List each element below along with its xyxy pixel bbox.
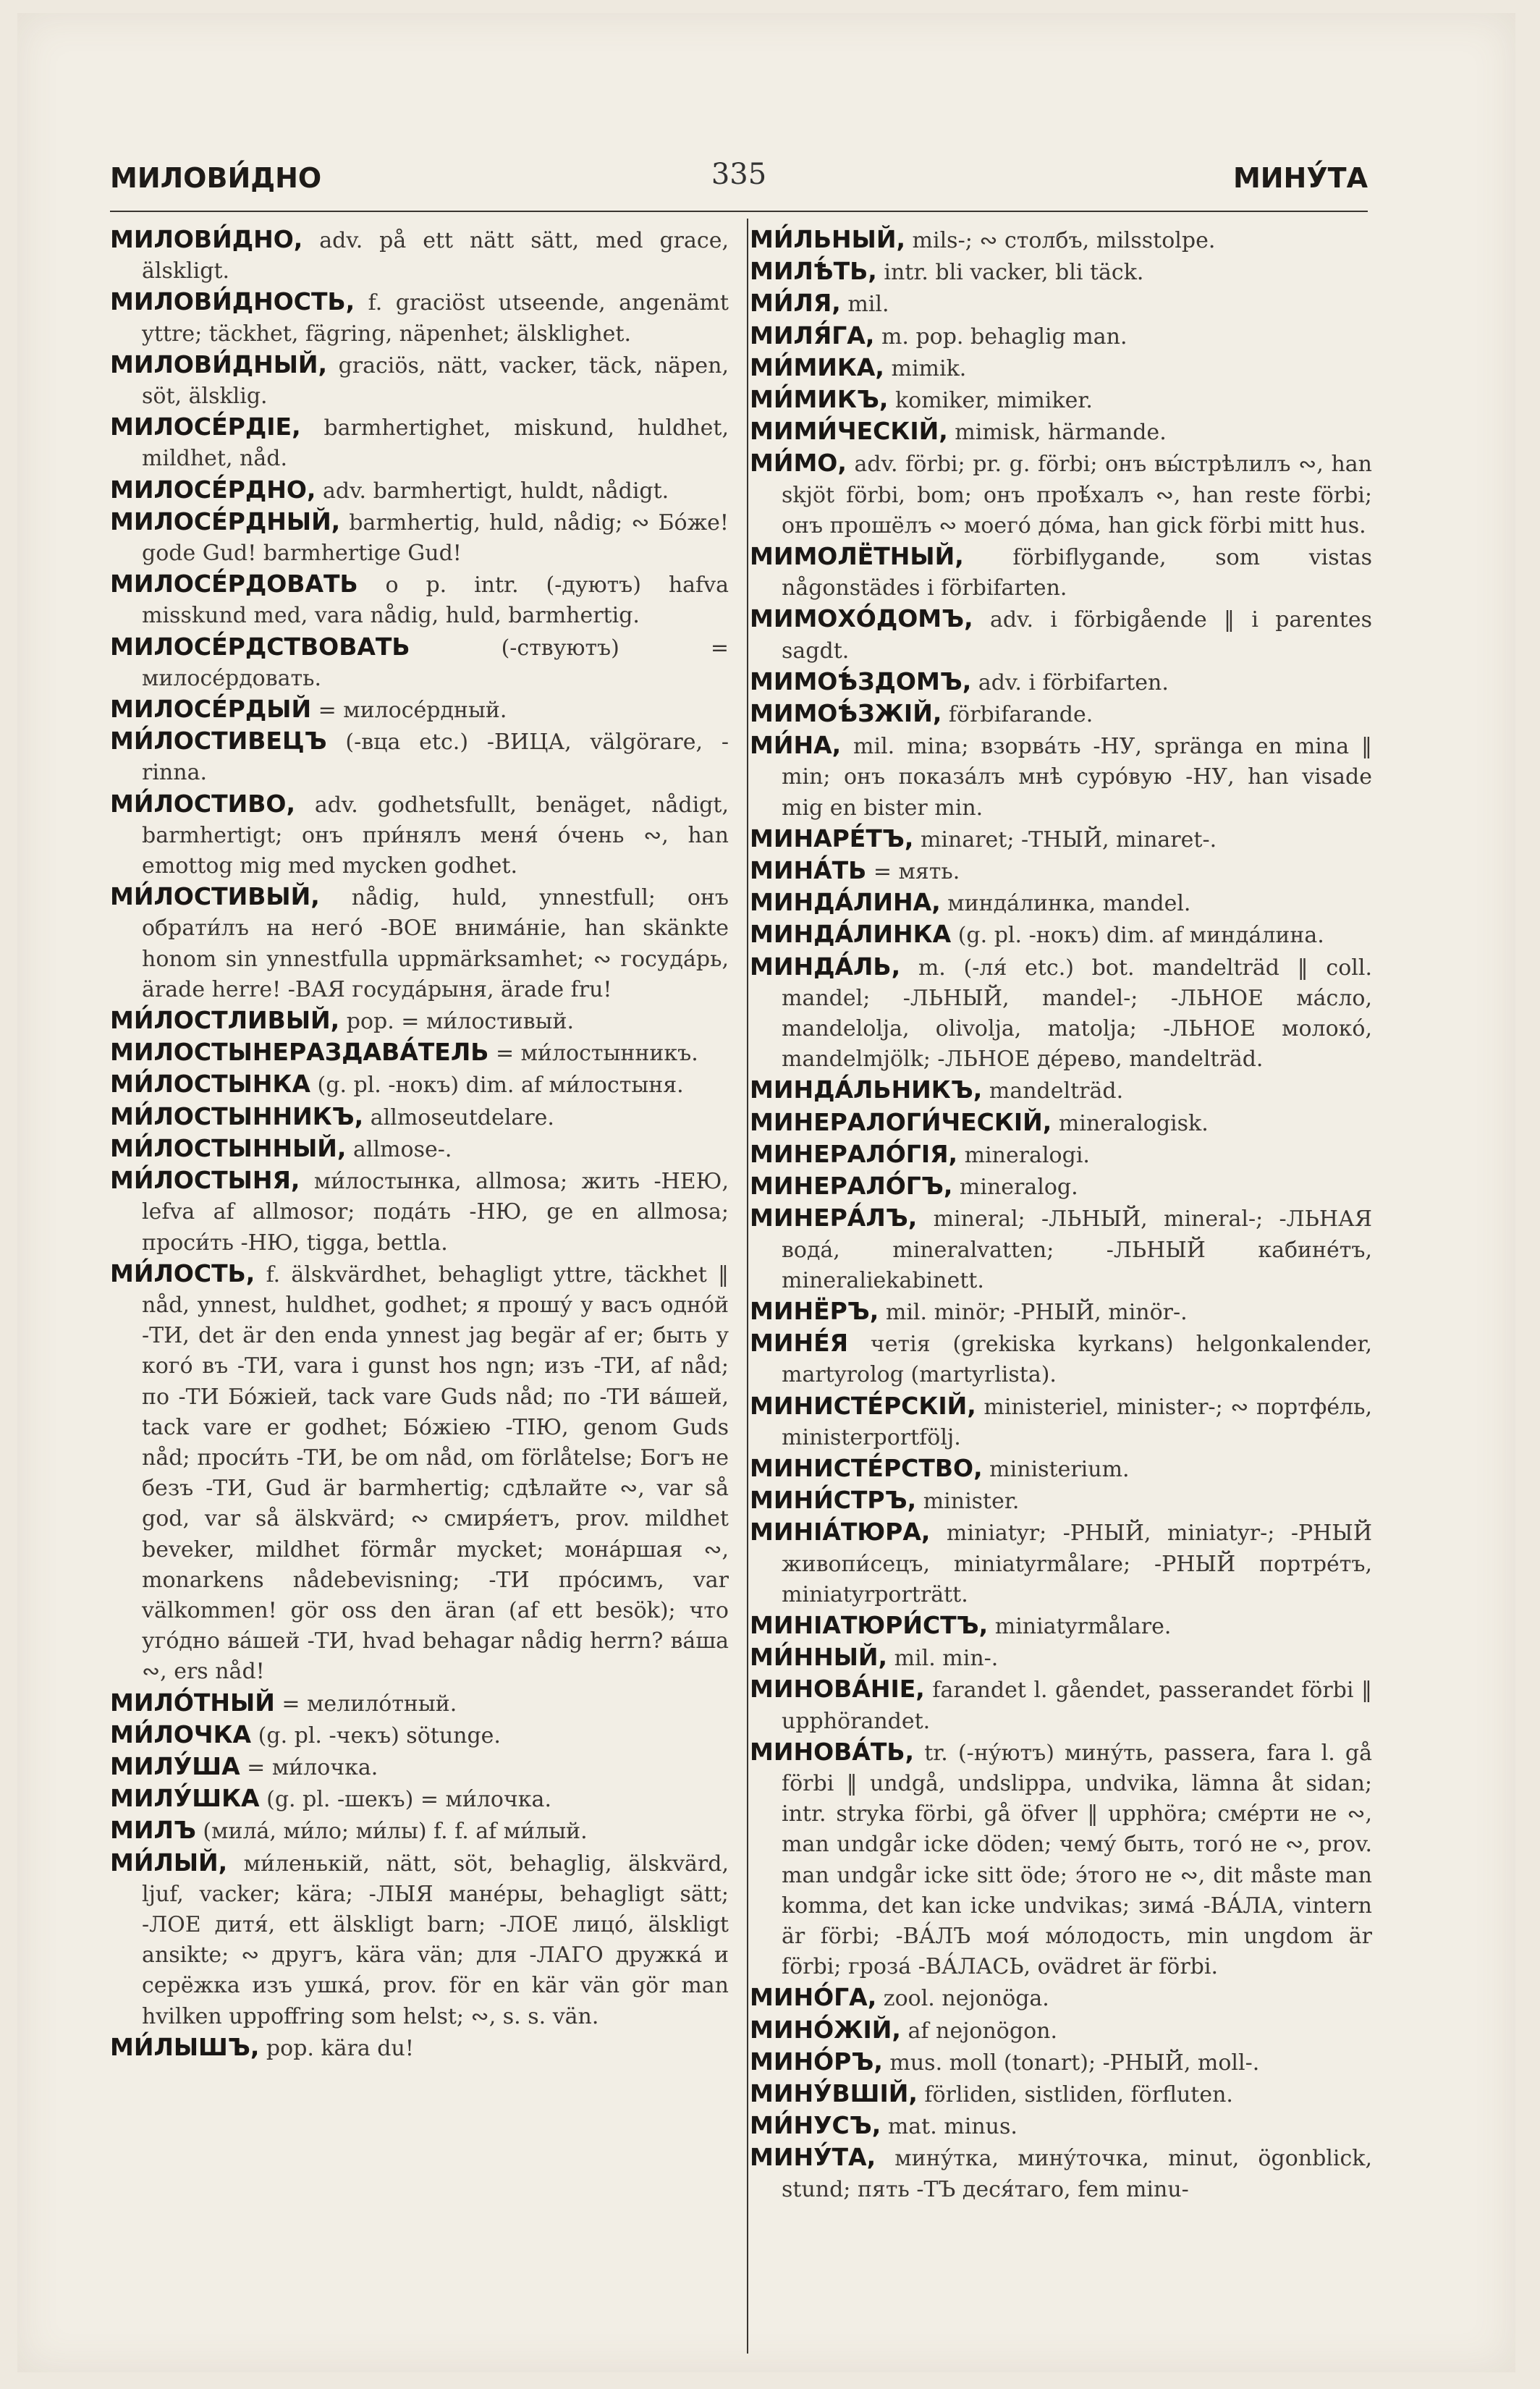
- entry-headword: МИНО́РЪ,: [750, 2047, 883, 2076]
- entry-definition: f. älskvärdhet, behagligt yttre, täckhet ‖ nåd, ynnest, huldhet, godhet; я прошу́ у васъ одно́й -ТИ, det är den enda ynnest jag begär af er; быть у кого́ въ -ТИ, vara i gunst hos ngn; изъ -ТИ, af nåd; по -ТИ Бо́жіей, tack vare Guds nåd; по -ТИ ва́шей, tack vare er godhet; Бо́жіею -ТІЮ, genom Guds nåd; проси́ть -ТИ, be om nåd, om förlåtelse; Богъ не безъ -ТИ, Gud är barmhertig; сдѣлайте ∾, var så god, var så älskvärd; ∾ смиря́етъ, prov. mildhet beveker, mildhet förmår mycket; мона́ршая ∾, monarkens nådebevisning; -ТИ про́симъ, var välkommen! gör oss den äran (af ett besök); что уго́дно ва́шей -ТИ, hvad behagar nådig herrn? ва́ша ∾, ers nåd!: [142, 1261, 729, 1685]
- entry-definition: (g. pl. -шекъ) = ми́лочка.: [266, 1787, 551, 1813]
- dictionary-entry: [110, 881, 729, 1005]
- entry-headword: МИЛО́ТНЫЙ: [110, 1688, 275, 1717]
- entry-definition: m. (-ля́ etc.) bot. mandelträd ‖ coll. mandel; -ЛЬНЫЙ, mandel-; -ЛЬНОЕ ма́сло, mandelolja, olivolja, matolja; -ЛЬНОЕ молоко́, mandelmjölk; -ЛЬНОЕ де́рево, mandelträd.: [782, 955, 1372, 1073]
- dictionary-entry: [110, 1259, 729, 1688]
- dictionary-entry: [110, 507, 729, 569]
- entry-definition: förliden, sistliden, förfluten.: [924, 2081, 1233, 2107]
- entry-headword: МИ́МИКЪ,: [750, 385, 889, 414]
- entry-headword: МИНДА́ЛИНА,: [750, 888, 941, 917]
- dictionary-entry: [750, 256, 1372, 288]
- entry-headword: МИЛОВИ́ДНЫЙ,: [110, 350, 328, 379]
- entry-headword: МИЛОВИ́ДНОСТЬ,: [110, 287, 355, 316]
- dictionary-entry: [750, 1642, 1372, 1674]
- dictionary-entry: [110, 569, 729, 631]
- dictionary-entry: [110, 1133, 729, 1165]
- entry-definition: adv. godhetsfullt, benäget, nådigt, barmhertigt; онъ при́нялъ меня́ о́чень ∾, han emottog mig med mycken godhet.: [142, 792, 729, 879]
- entry-headword: МИ́ЛОСТЫННЫЙ,: [110, 1133, 347, 1162]
- dictionary-entry: [750, 1453, 1372, 1485]
- entry-headword: МИНЕ́Я: [750, 1329, 849, 1358]
- dictionary-entry: [750, 698, 1372, 730]
- entry-definition: pop. kära du!: [266, 2035, 414, 2061]
- entry-definition: miniatyr; -РНЫЙ, miniatyr-; -РНЫЙ живопи́сецъ, miniatyrmålare; -РНЫЙ портре́тъ, miniatyrporträtt.: [782, 1521, 1372, 1607]
- dictionary-entry: [750, 352, 1372, 384]
- entry-headword: МИ́ННЫЙ,: [750, 1643, 888, 1672]
- entry-definition: pop. = ми́лостивый.: [346, 1009, 575, 1035]
- entry-definition: mandelträd.: [989, 1078, 1124, 1104]
- entry-definition: mineralog.: [959, 1175, 1078, 1201]
- entry-headword: МИНОВА́ТЬ,: [750, 1737, 915, 1766]
- dictionary-entry: [750, 1171, 1372, 1203]
- entry-headword: МИ́ЛЫЙ,: [110, 1848, 228, 1877]
- dictionary-entry: [750, 1485, 1372, 1517]
- page-number: 335: [711, 158, 767, 191]
- entry-headword: МИНУ́ВШІЙ,: [750, 2079, 918, 2107]
- entry-definition: mineral; -ЛЬНЫЙ, mineral-; -ЛЬНАЯ вода́, mineralvatten; -ЛЬНЫЙ кабине́тъ, mineraliekabinett.: [782, 1206, 1372, 1293]
- entry-headword: МИ́ЛОСТИВО,: [110, 789, 296, 818]
- dictionary-entry: [110, 1037, 729, 1069]
- entry-definition: adv. förbi; pr. g. förbi; онъ вы́стрѣлилъ ∾, han skjöt förbi, bom; онъ проѣ́халъ ∾, han reste förbi; онъ прошёлъ ∾ моего́ до́ма, han gick förbi mitt hus.: [782, 452, 1372, 538]
- dictionary-entry: [750, 2110, 1372, 2142]
- entry-definition: förbiflygande, som vistas någonstädes i förbifarten.: [782, 545, 1372, 601]
- dictionary-entry: [750, 1296, 1372, 1328]
- dictionary-entry: [110, 350, 729, 412]
- entry-definition: adv. på ett nätt sätt, med grace, älskligt.: [142, 228, 729, 284]
- entry-definition: mineralogisk.: [1058, 1110, 1209, 1136]
- right-column: [750, 224, 1372, 2205]
- dictionary-entry: [750, 824, 1372, 855]
- entry-headword: МИЛЪ: [110, 1816, 196, 1845]
- dictionary-entry: [110, 789, 729, 882]
- entry-definition: = ми́лостынникъ.: [495, 1041, 698, 1067]
- entry-definition: (g. pl. -нокъ) dim. af минда́лина.: [957, 923, 1324, 949]
- entry-definition: ми́ленькій, nätt, söt, behaglig, älskvärd, ljuf, vacker; kära; -ЛЫЯ мане́ры, behagligt sätt; -ЛОЕ дитя́, ett älskligt barn; -ЛОЕ лицо́, älskligt ansikte; ∾ другъ, kära vän; для -ЛАГО дружка́ и серёжка изъ ушка́, prov. för en kär vän gör man hvilken uppoffring som helst; ∾, s. s. vän.: [142, 1851, 729, 2029]
- entry-headword: МИНДА́ЛИНКА: [750, 920, 952, 949]
- dictionary-entry: [750, 448, 1372, 541]
- entry-headword: МИМИ́ЧЕСКІЙ,: [750, 417, 948, 446]
- entry-definition: mil. min-.: [894, 1646, 999, 1672]
- dictionary-entry: [110, 1783, 729, 1815]
- dictionary-entry: [110, 1848, 729, 2032]
- entry-headword: МИНЕРА́ЛЪ,: [750, 1204, 918, 1232]
- entry-headword: МИЛОСЕ́РДІЕ,: [110, 413, 301, 441]
- entry-headword: МИНЕРАЛО́ГЪ,: [750, 1172, 953, 1201]
- entry-definition: (мила́, ми́ло; ми́лы) f. f. af ми́лый.: [203, 1819, 588, 1845]
- entry-headword: МИНІА́ТЮРА,: [750, 1518, 931, 1547]
- dictionary-entry: [750, 384, 1372, 416]
- dictionary-entry: [750, 321, 1372, 352]
- entry-definition: mil. minör; -РНЫЙ, minör-.: [885, 1299, 1188, 1325]
- dictionary-entry: [750, 416, 1372, 448]
- entry-headword: МИ́МИКА,: [750, 352, 884, 381]
- dictionary-entry: [110, 2032, 729, 2064]
- entry-headword: МИНЕРАЛОГИ́ЧЕСКІЙ,: [750, 1107, 1052, 1136]
- dictionary-entry: [110, 412, 729, 474]
- dictionary-entry: [750, 667, 1372, 698]
- entry-definition: = милосе́рдный.: [318, 698, 507, 724]
- entry-definition: ми́лостынка, allmosa; жить -НЕЮ, lefva af allmosor; пода́ть -НЮ, ge en allmosa; проси́ть -НЮ, tigga, bettla.: [142, 1169, 729, 1256]
- entry-headword: МИНДА́ЛЬ,: [750, 952, 901, 981]
- entry-headword: МИ́ЛОСТЬ,: [110, 1259, 255, 1287]
- entry-headword: МИЛОСЕ́РДНЫЙ,: [110, 507, 341, 536]
- entry-headword: МИНИСТЕ́РСТВО,: [750, 1453, 983, 1482]
- entry-definition: o p. intr. (-дуютъ) hafva misskund med, vara nådig, huld, barmhertig.: [142, 572, 729, 629]
- entry-definition: ministeriel, minister-; ∾ портфе́ль, ministerportfölj.: [782, 1394, 1372, 1450]
- entry-definition: = мять.: [873, 859, 960, 885]
- entry-headword: МИМОѢ́ЗДОМЪ,: [750, 667, 972, 695]
- dictionary-entry: [110, 1815, 729, 1847]
- entry-headword: МИЛОВИ́ДНО,: [110, 225, 303, 253]
- dictionary-entry: [110, 1165, 729, 1259]
- entry-definition: f. graciöst utseende, angenämt yttre; täckhet, fägring, näpenhet; älsklighet.: [142, 290, 729, 347]
- dictionary-page: [17, 13, 1515, 2372]
- header-guide-word-right: МИНУ́ТА: [1232, 162, 1368, 194]
- dictionary-entry: [750, 1107, 1372, 1139]
- dictionary-entry: [750, 919, 1372, 951]
- entry-headword: МИЛУ́ШКА: [110, 1784, 260, 1813]
- entry-definition: (-вца etc.) -ВИЦА, välgörare, -rinna.: [142, 730, 729, 786]
- page-header: [110, 158, 1368, 206]
- entry-headword: МИМОѢ́ЗЖІЙ,: [750, 699, 942, 728]
- entry-headword: МИ́МО,: [750, 449, 847, 478]
- entry-headword: МИНІАТЮРИ́СТЪ,: [750, 1610, 989, 1639]
- entry-definition: zool. nejonöga.: [883, 1986, 1049, 2012]
- entry-headword: МИ́ЛОСТЛИВЫЙ,: [110, 1006, 340, 1035]
- dictionary-entry: [750, 855, 1372, 887]
- entry-definition: barmhertighet, miskund, huldhet, mildhet, nåd.: [142, 415, 729, 472]
- entry-definition: komiker, mimiker.: [894, 388, 1093, 414]
- entry-headword: МИНА́ТЬ: [750, 856, 867, 885]
- dictionary-entry: [750, 1203, 1372, 1296]
- entry-headword: МИНЁРЪ,: [750, 1296, 879, 1325]
- left-column: [110, 224, 729, 2064]
- entry-headword: МИЛОСЕ́РДСТВОВАТЬ: [110, 632, 410, 661]
- entry-headword: МИ́ЛОСТЫННИКЪ,: [110, 1102, 364, 1130]
- entry-definition: mils-; ∾ столбъ, milsstolpe.: [912, 228, 1216, 253]
- entry-headword: МИНДА́ЛЬНИКЪ,: [750, 1075, 983, 1104]
- entry-definition: ministerium.: [989, 1456, 1130, 1482]
- entry-headword: МИЛОСТЫНЕРАЗДАВА́ТЕЛЬ: [110, 1038, 489, 1067]
- entry-headword: МИЛУ́ША: [110, 1751, 240, 1780]
- entry-definition: mimik.: [891, 355, 967, 381]
- entry-definition: mineralogi.: [964, 1142, 1090, 1168]
- dictionary-entry: [750, 1610, 1372, 1642]
- entry-headword: МИ́ЛОСТИВЫЙ,: [110, 882, 320, 911]
- entry-headword: МИ́НА,: [750, 731, 842, 760]
- dictionary-entry: [750, 1982, 1372, 2014]
- entry-definition: минда́линка, mandel.: [947, 891, 1191, 917]
- entry-definition: (g. pl. -нокъ) dim. af ми́лостыня.: [317, 1073, 684, 1099]
- entry-headword: МИ́ЛОЧКА: [110, 1720, 252, 1749]
- entry-definition: tr. (-ну́ютъ) мину́ть, passera, fara l. gå förbi ‖ undgå, undslippa, undvika, lämna åt sidan; intr. stryka förbi, gå öfver ‖ upphöra; сме́рти не ∾, man undgår icke döden; чему́ быть, того́ не ∾, prov. man undgår icke sitt öde; э́того не ∾, dit måste man komma, det kan icke undvikas; зима́ -ВА́ЛА, vintern är förbi; -ВА́ЛЪ моя́ мо́лодость, min ungdom är förbi; гроза́ -ВА́ЛАСЬ, ovädret är förbi.: [782, 1740, 1372, 1980]
- entry-definition: mil.: [847, 292, 889, 318]
- dictionary-entry: [750, 604, 1372, 666]
- entry-definition: мину́тка, мину́точка, minut, ögonblick, stund; пять -ТЪ деся́таго, fem minu-: [782, 2146, 1372, 2202]
- entry-definition: allmoseutdelare.: [370, 1104, 554, 1130]
- entry-definition: mat. minus.: [887, 2114, 1018, 2140]
- entry-definition: miniatyrmålare.: [994, 1613, 1172, 1639]
- dictionary-entry: [110, 287, 729, 349]
- dictionary-entry: [750, 2079, 1372, 2110]
- dictionary-entry: [750, 2015, 1372, 2047]
- entry-definition: = мелило́тный.: [282, 1691, 457, 1717]
- entry-definition: (g. pl. -чекъ) sötunge.: [258, 1722, 501, 1749]
- dictionary-entry: [750, 288, 1372, 320]
- header-guide-word-left: МИЛОВИ́ДНО: [110, 162, 322, 194]
- entry-definition: graciös, nätt, vacker, täck, näpen, söt, älsklig.: [142, 352, 729, 410]
- dictionary-entry: [110, 1069, 729, 1101]
- dictionary-entry: [110, 1688, 729, 1720]
- entry-headword: МИЛОСЕ́РДНО,: [110, 475, 316, 504]
- entry-headword: МИНО́ЖІЙ,: [750, 2015, 901, 2044]
- entry-headword: МИ́ЛОСТЫНЯ,: [110, 1166, 300, 1195]
- entry-definition: förbifarande.: [948, 702, 1093, 728]
- entry-definition: = ми́лочка.: [247, 1754, 378, 1780]
- dictionary-entry: [110, 224, 729, 287]
- dictionary-entry: [110, 1102, 729, 1133]
- entry-headword: МИНИ́СТРЪ,: [750, 1486, 917, 1515]
- entry-headword: МИНЕРАЛО́ГІЯ,: [750, 1139, 958, 1168]
- entry-headword: МИНО́ГА,: [750, 1983, 877, 2012]
- entry-definition: mil. mina; взорва́ть -НУ, spränga en mina ‖ min; онъ показа́лъ мнѣ суро́вую -НУ, han visade mig en bister min.: [782, 734, 1372, 821]
- entry-definition: mus. moll (tonart); -РНЫЙ, moll-.: [889, 2050, 1260, 2076]
- dictionary-entry: [110, 1751, 729, 1783]
- dictionary-entry: [750, 2142, 1372, 2204]
- dictionary-entry: [110, 632, 729, 694]
- entry-definition: mimisk, härmande.: [955, 420, 1167, 446]
- entry-definition: четія (grekiska kyrkans) helgonkalender, martyrolog (martyrlista).: [782, 1332, 1372, 1388]
- dictionary-entry: [750, 952, 1372, 1075]
- dictionary-entry: [110, 1005, 729, 1037]
- dictionary-entry: [750, 1391, 1372, 1453]
- dictionary-entry: [750, 1517, 1372, 1610]
- entry-headword: МИ́ЛОСТЫНКА: [110, 1070, 310, 1099]
- entry-definition: adv. i förbifarten.: [978, 669, 1169, 695]
- dictionary-entry: [110, 475, 729, 507]
- entry-headword: МИМОХО́ДОМЪ,: [750, 604, 973, 633]
- dictionary-entry: [750, 541, 1372, 604]
- entry-headword: МИЛЯ́ГА,: [750, 321, 875, 350]
- entry-headword: МИНОВА́НІЕ,: [750, 1675, 925, 1704]
- dictionary-entry: [750, 887, 1372, 919]
- entry-definition: farandet l. gåendet, passerandet förbi ‖ upphörandet.: [782, 1678, 1373, 1734]
- entry-definition: adv. barmhertigt, huldt, nådigt.: [323, 478, 669, 504]
- entry-headword: МИНИСТЕ́РСКІЙ,: [750, 1391, 976, 1420]
- dictionary-entry: [750, 1139, 1372, 1171]
- entry-definition: m. pop. behaglig man.: [881, 324, 1128, 350]
- entry-definition: barmhertig, huld, nådig; ∾ Бо́же! gode Gud! barmhertige Gud!: [142, 509, 729, 567]
- dictionary-entry: [750, 1075, 1372, 1107]
- entry-headword: МИ́ЛЬНЫЙ,: [750, 225, 905, 253]
- dictionary-entry: [110, 694, 729, 726]
- dictionary-entry: [750, 224, 1372, 256]
- entry-definition: minister.: [923, 1489, 1020, 1515]
- column-divider: [747, 219, 748, 2354]
- dictionary-entry: [750, 2047, 1372, 2079]
- entry-headword: МИЛОСЕ́РДОВАТЬ: [110, 570, 358, 599]
- dictionary-entry: [110, 726, 729, 788]
- entry-headword: МИ́НУСЪ,: [750, 2111, 881, 2140]
- entry-definition: minaret; -ТНЫЙ, minaret-.: [920, 826, 1217, 853]
- entry-definition: nådig, huld, ynnestfull; онъ обрати́лъ на него́ -ВОЕ внима́ніе, han skänkte honom sin ynnestfulla uppmärksamhet; ∾ госуда́рь, ärade herre! -ВАЯ госуда́рыня, ärade fru!: [142, 885, 729, 1002]
- entry-headword: МИМОЛЁТНЫЙ,: [750, 542, 964, 571]
- entry-headword: МИ́ЛОСТИВЕЦЪ: [110, 727, 327, 756]
- dictionary-entry: [750, 1737, 1372, 1983]
- header-rule: [110, 211, 1368, 212]
- entry-definition: allmose-.: [352, 1136, 452, 1162]
- entry-definition: (-ствуютъ) = милосе́рдовать.: [142, 635, 729, 691]
- dictionary-entry: [750, 1328, 1372, 1390]
- entry-definition: af nejonögon.: [908, 2018, 1057, 2044]
- entry-headword: МИНАРЕ́ТЪ,: [750, 824, 914, 853]
- entry-definition: adv. i förbigående ‖ i parentes sagdt.: [782, 607, 1372, 664]
- dictionary-entry: [750, 1674, 1372, 1736]
- dictionary-entry: [110, 1720, 729, 1751]
- dictionary-entry: [750, 730, 1372, 824]
- entry-headword: МИ́ЛЫШЪ,: [110, 2032, 260, 2061]
- entry-definition: intr. bli vacker, bli täck.: [884, 260, 1144, 286]
- entry-headword: МИ́ЛЯ,: [750, 289, 841, 318]
- entry-headword: МИНУ́ТА,: [750, 2143, 876, 2172]
- entry-headword: МИЛѢ́ТЬ,: [750, 257, 877, 286]
- entry-headword: МИЛОСЕ́РДЫЙ: [110, 695, 312, 724]
